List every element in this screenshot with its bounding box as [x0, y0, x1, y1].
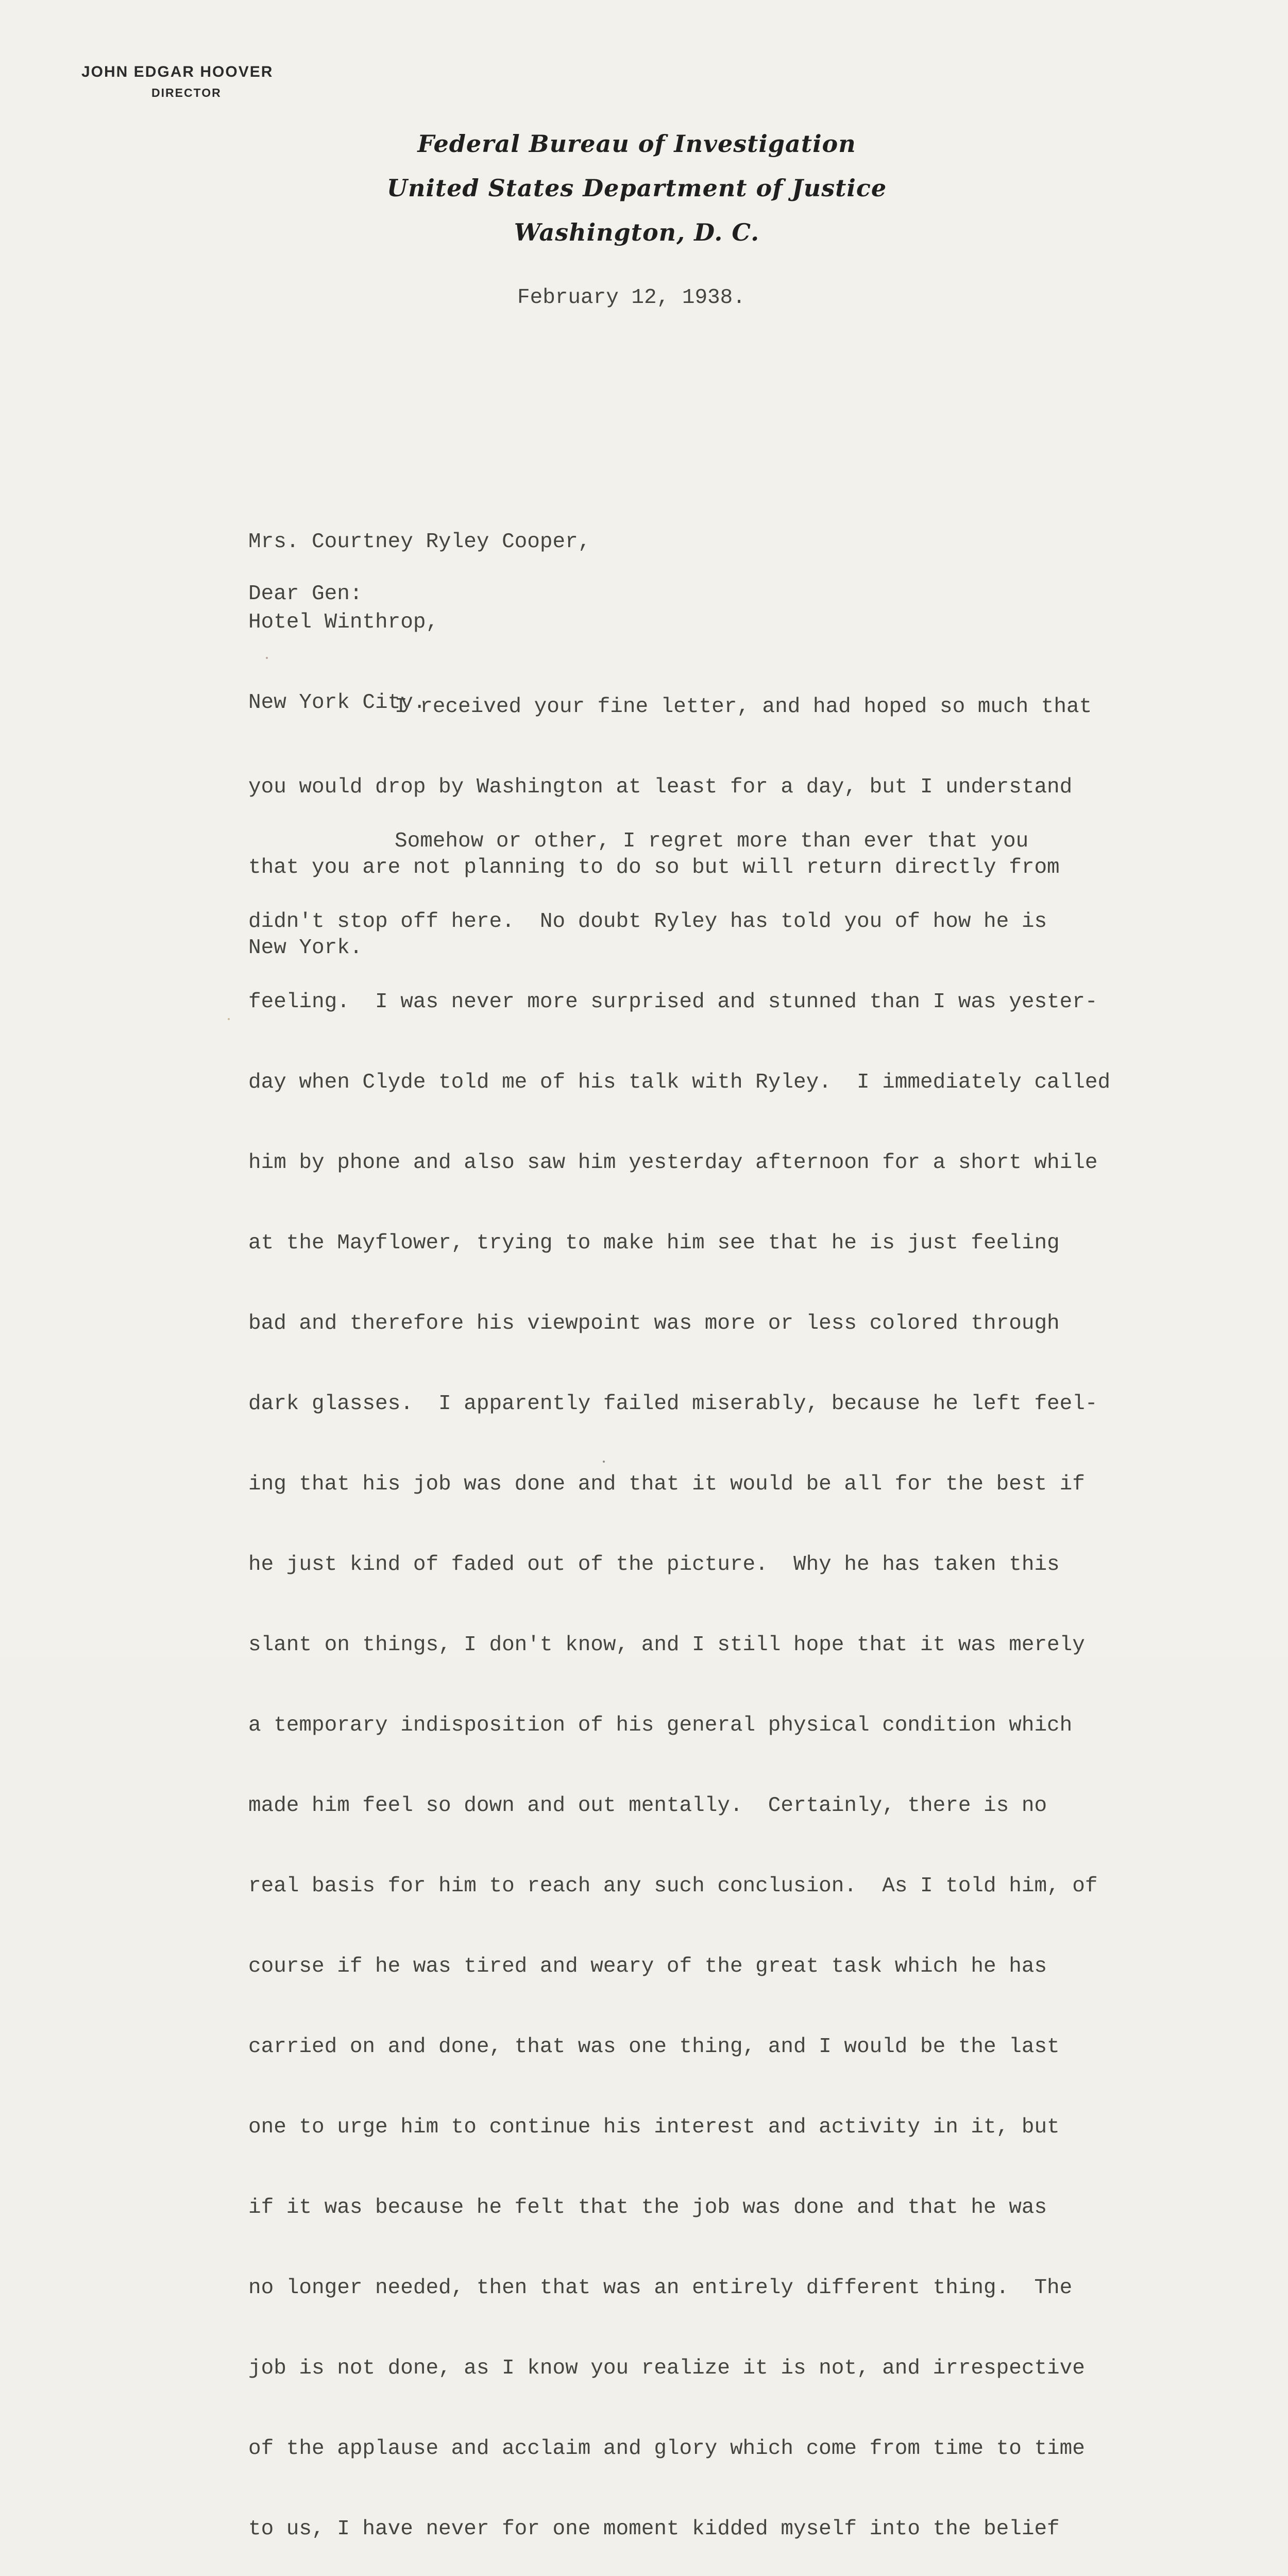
director-title: DIRECTOR	[151, 86, 222, 99]
paragraph-line: real basis for him to reach any such conclusion. As I told him, of	[248, 1874, 1098, 1898]
paragraph-line: a temporary indisposition of his general physical condition which	[248, 1714, 1073, 1737]
letter-date: February 12, 1938.	[517, 286, 745, 310]
paragraph-line: at the Mayflower, trying to make him see that he is just feeling	[248, 1231, 1060, 1255]
paragraph-line: slant on things, I don't know, and I still hope that it was merely	[248, 1633, 1085, 1657]
paragraph-line: of the applause and acclaim and glory which come from time to time	[248, 2437, 1085, 2461]
paragraph-line: one to urge him to continue his interest and activity in it, but	[248, 2115, 1060, 2139]
letterhead-department: United States Department of Justice	[386, 174, 887, 202]
paper-speck	[603, 1461, 605, 1463]
letterhead-bureau: Federal Bureau of Investigation	[417, 130, 856, 158]
paragraph-line: New York.	[248, 936, 363, 960]
paragraph-line: him by phone and also saw him yesterday afternoon for a short while	[248, 1151, 1098, 1175]
address-line: Mrs. Courtney Ryley Cooper,	[248, 530, 591, 554]
paragraph-line: feeling. I was never more surprised and stunned than I was yester-	[248, 990, 1098, 1014]
salutation: Dear Gen:	[248, 582, 363, 606]
paragraph-line: you would drop by Washington at least for a day, but I understand	[248, 775, 1073, 799]
paragraph-line: no longer needed, then that was an entirely different thing. The	[248, 2276, 1073, 2300]
paragraph-line: didn't stop off here. No doubt Ryley has told you of how he is	[248, 910, 1047, 934]
paper-speck	[266, 657, 268, 659]
paragraph-line: ing that his job was done and that it would be all for the best if	[248, 1472, 1085, 1496]
director-block	[81, 62, 308, 103]
paragraph-line: I received your fine letter, and had hoped so much that	[395, 695, 1092, 719]
paper-speck	[228, 1018, 230, 1020]
address-line: New York City.	[248, 691, 426, 715]
address-line: Hotel Winthrop,	[248, 611, 439, 634]
paragraph-line: carried on and done, that was one thing, and I would be the last	[248, 2035, 1060, 2059]
paragraph-line: course if he was tired and weary of the great task which he has	[248, 1955, 1047, 1978]
paragraph-line: day when Clyde told me of his talk with Ryley. I immediately called	[248, 1071, 1111, 1094]
paragraph-line: if it was because he felt that the job was done and that he was	[248, 2196, 1047, 2219]
paragraph-line: to us, I have never for one moment kidded myself into the belief	[248, 2517, 1060, 2541]
paragraph-line: Somehow or other, I regret more than ever that you	[395, 829, 1029, 853]
paragraph-line: bad and therefore his viewpoint was more or less colored through	[248, 1312, 1060, 1335]
paragraph-line: made him feel so down and out mentally. Certainly, there is no	[248, 1794, 1047, 1818]
paragraph-2	[248, 774, 1110, 2576]
paragraph-line: job is not done, as I know you realize it is not, and irrespective	[248, 2357, 1085, 2380]
paragraph-line: that you are not planning to do so but will return directly from	[248, 856, 1060, 879]
letterhead-location: Washington, D. C.	[514, 218, 760, 246]
paragraph-line: he just kind of faded out of the picture. Why he has taken this	[248, 1553, 1060, 1577]
director-name: JOHN EDGAR HOOVER	[81, 63, 274, 80]
paragraph-line: dark glasses. I apparently failed miserably, because he left feel-	[248, 1392, 1098, 1416]
